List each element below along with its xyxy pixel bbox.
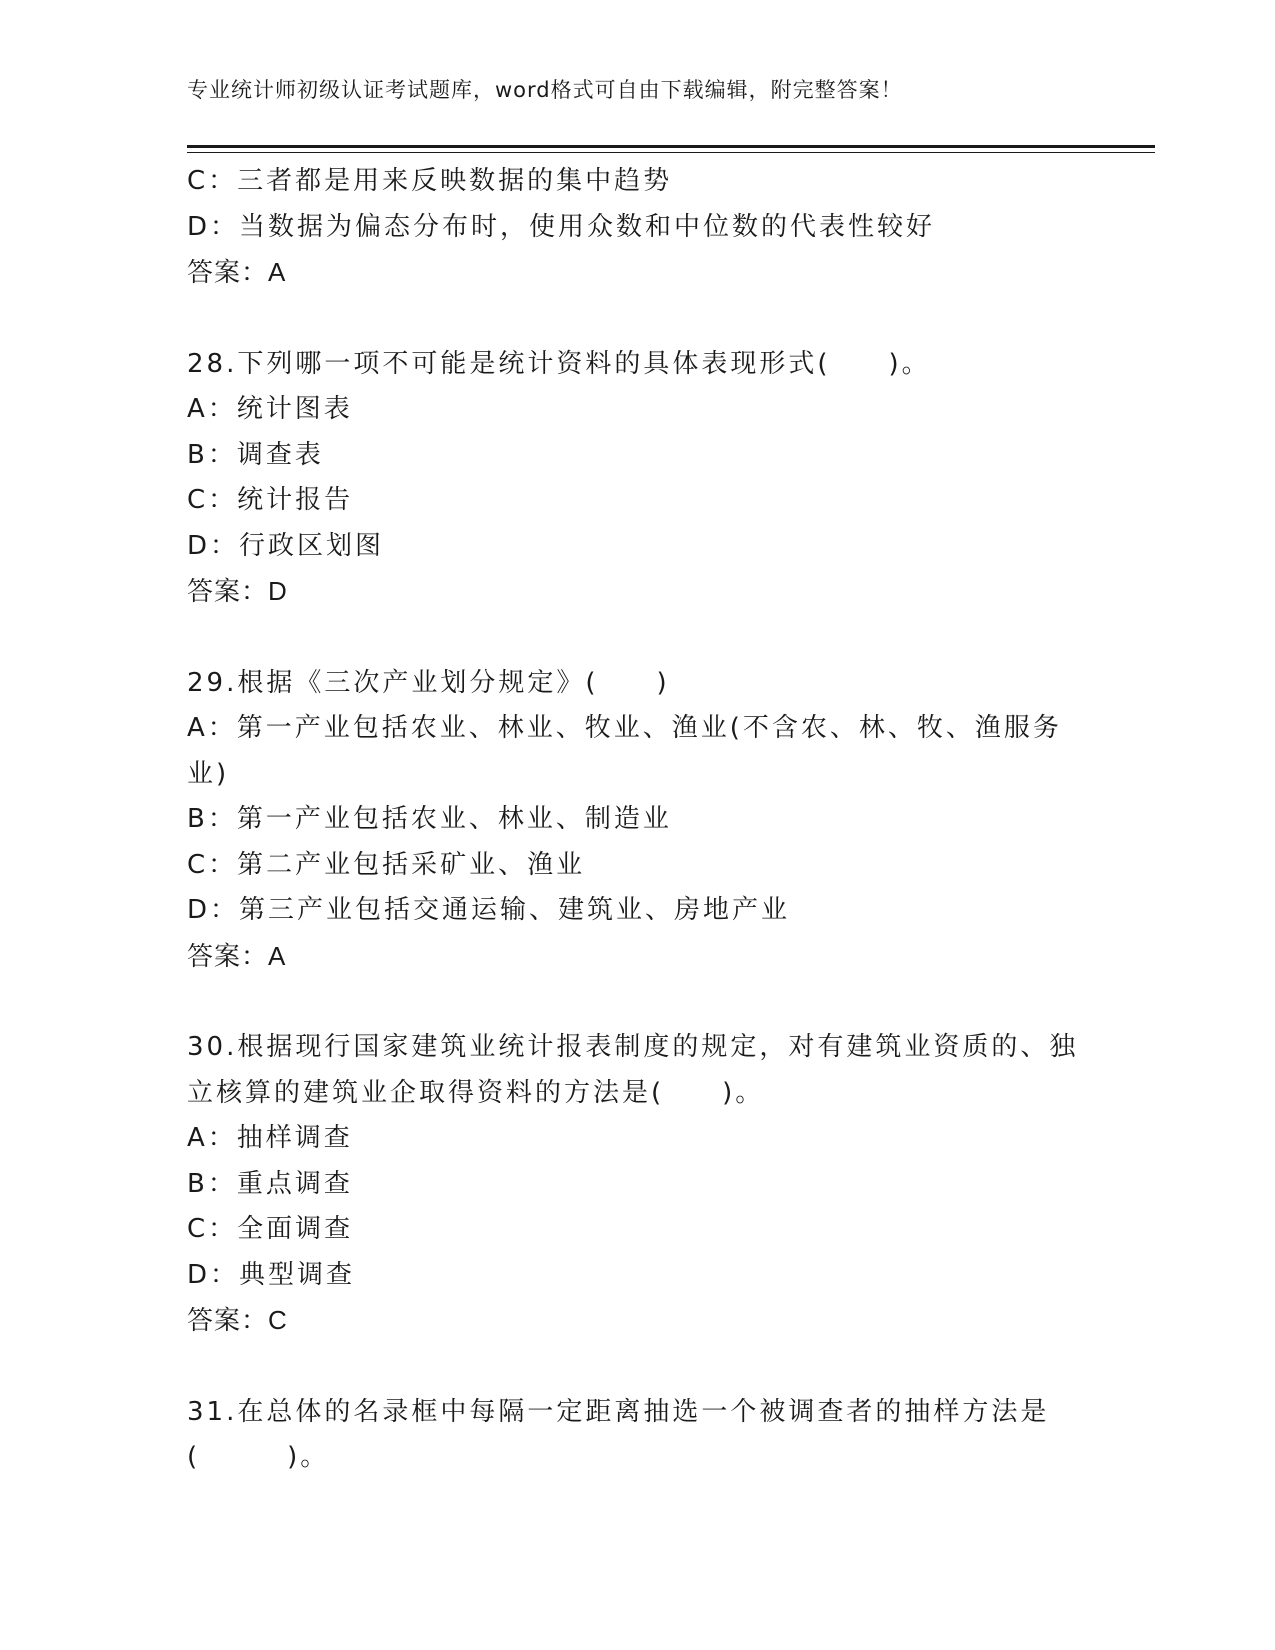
option-c: C：三者都是用来反映数据的集中趋势 (187, 166, 673, 196)
header-rule-thin (187, 152, 1155, 153)
option-b: B：第一产业包括农业、林业、制造业 (187, 804, 672, 834)
page-header: 专业统计师初级认证考试题库，word格式可自由下载编辑，附完整答案！ (187, 78, 903, 102)
option-a: A：第一产业包括农业、林业、牧业、渔业(不含农、林、牧、渔服务 (187, 713, 1062, 743)
option-d: D：第三产业包括交通运输、建筑业、房地产业 (187, 895, 791, 925)
option-a: A：统计图表 (187, 394, 353, 424)
answer-line: 答案：D (187, 576, 288, 606)
option-d: D：典型调查 (187, 1259, 356, 1290)
question-stem: 31.在总体的名录框中每隔一定距离抽选一个被调查者的抽样方法是 (187, 1396, 1050, 1427)
option-a-continued: 业) (187, 758, 230, 789)
question-stem-continued: ( )。 (187, 1442, 330, 1472)
spacer (187, 1344, 1087, 1390)
option-c: C：统计报告 (187, 485, 354, 515)
question-block-29 (187, 661, 1087, 980)
question-block-27 (187, 159, 1087, 296)
answer-line: 答案：C (187, 1305, 288, 1335)
option-b: B：重点调查 (187, 1168, 353, 1199)
question-stem: 28.下列哪一项不可能是统计资料的具体表现形式( )。 (187, 348, 931, 379)
option-d: D：当数据为偏态分布时，使用众数和中位数的代表性较好 (187, 211, 936, 242)
spacer (187, 979, 1087, 1025)
question-stem: 30.根据现行国家建筑业统计报表制度的规定，对有建筑业资质的、独 (187, 1032, 1079, 1062)
answer-line: 答案：A (187, 940, 287, 971)
option-a: A：抽样调查 (187, 1123, 353, 1153)
question-block-30 (187, 1025, 1087, 1344)
question-stem-continued: 立核算的建筑业企取得资料的方法是( )。 (187, 1077, 765, 1108)
header-rule-thick (187, 145, 1155, 148)
question-stem: 29.根据《三次产业划分规定》( ) (187, 667, 670, 698)
spacer (187, 296, 1087, 342)
question-block-31 (187, 1390, 1087, 1481)
question-list (187, 159, 1087, 1481)
spacer (187, 615, 1087, 661)
option-d: D：行政区划图 (187, 530, 385, 561)
option-c: C：第二产业包括采矿业、渔业 (187, 849, 586, 880)
answer-line: 答案：A (187, 257, 287, 287)
question-block-28 (187, 342, 1087, 615)
option-c: C：全面调查 (187, 1214, 354, 1244)
option-b: B：调查表 (187, 439, 324, 470)
